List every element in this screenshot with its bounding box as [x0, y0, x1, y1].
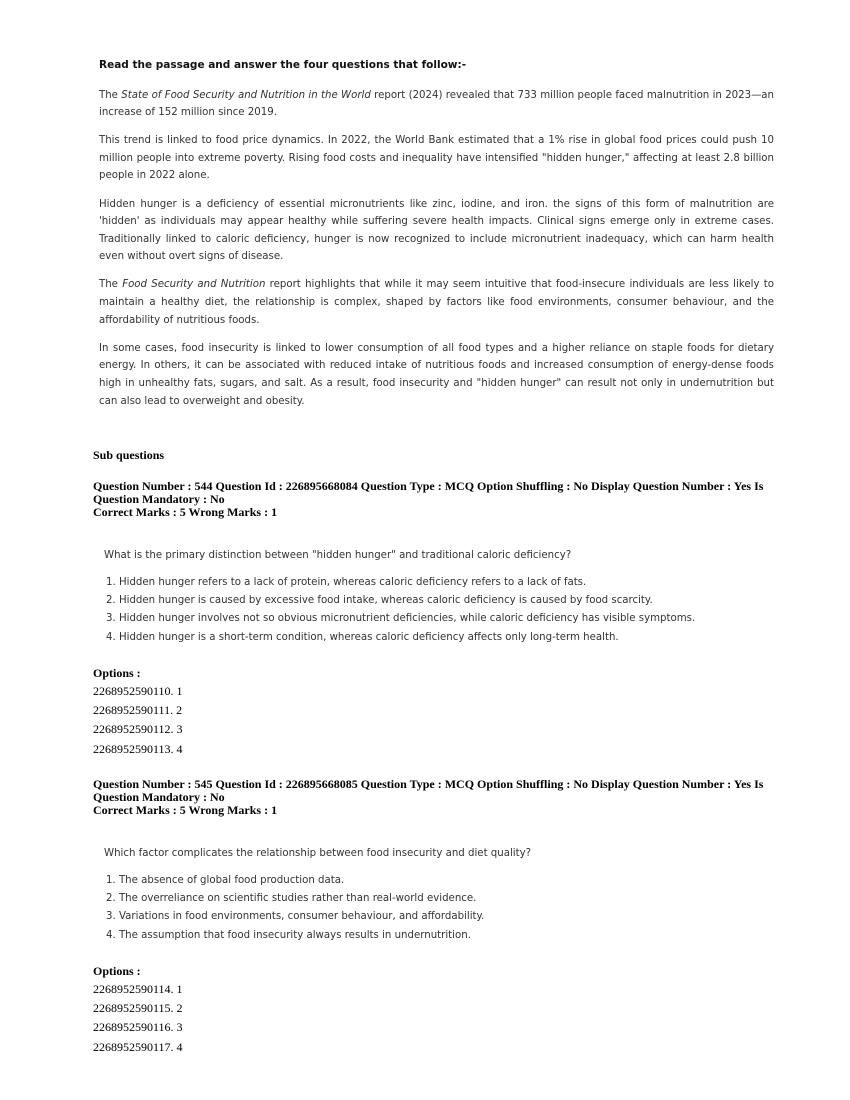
- passage-heading: Read the passage and answer the four questions that follow:-: [99, 59, 467, 71]
- options-list: [93, 980, 773, 1057]
- passage-paragraph-5: In some cases, food insecurity is linked to lower consumption of all food types and a higher reliance on staple foods for dietary energy. In others, it can be associated with reduced intake of nutritious foods and increased consumption of energy-dense foods high in unhealthy fats, sugars, and salt. As a result, food insecurity and "hidden hunger" can result not only in undernutrition but can also lead to overweight and obesity.: [99, 342, 774, 407]
- passage-paragraph-4: The Food Security and Nutrition report highlights that while it may seem intuitive that food-insecure individuals are less likely to maintain a healthy diet, the relationship is complex, shaped by factors like food environments, consumer behaviour, and the affordability of nutritious foods.: [99, 279, 774, 326]
- question-545: [93, 778, 773, 1057]
- sub-questions-label: Sub questions: [93, 448, 165, 462]
- option-id: 2268952590115. 2: [93, 1001, 183, 1016]
- answer-choices: [106, 574, 773, 647]
- option-id: 2268952590110. 1: [93, 683, 183, 698]
- passage-paragraph-3: Hidden hunger is a deficiency of essential micronutrients like zinc, iodine, and iron. the signs of this form of malnutrition are 'hidden' as individuals may appear healthy while suffering severe health impacts. Clinical signs emerge only in extreme cases. Traditionally linked to caloric deficiency, hunger is now recognized to include micronutrient inadequacy, which can harm health even without overt signs of disease.: [99, 198, 774, 263]
- question-544: [93, 480, 773, 759]
- question-stem: What is the primary distinction between "hidden hunger" and traditional caloric deficiency?: [104, 550, 572, 561]
- report-title: State of Food Security and Nutrition in the World: [121, 89, 371, 101]
- passage: [99, 57, 774, 421]
- answer-choice: 3. Variations in food environments, consumer behaviour, and affordability.: [106, 911, 485, 923]
- answer-choice: 4. The assumption that food insecurity always results in undernutrition.: [106, 929, 471, 941]
- option-id: 2268952590112. 3: [93, 722, 183, 737]
- report-title: Food Security and Nutrition: [122, 279, 266, 291]
- question-meta: Question Number : 544 Question Id : 226895668084 Question Type : MCQ Option Shuffling : No Display Question Number : Yes Is Question Mandatory : No Correct Marks : 5 Wrong Marks : 1: [93, 479, 764, 519]
- option-id: 2268952590117. 4: [93, 1039, 183, 1054]
- answer-choice: 2. The overreliance on scientific studies rather than real-world evidence.: [106, 893, 477, 905]
- answer-choice: 3. Hidden hunger involves not so obvious micronutrient deficiencies, while caloric deficiency has visible symptoms.: [106, 613, 696, 625]
- option-id: 2268952590111. 2: [93, 703, 183, 718]
- passage-paragraph-2: This trend is linked to food price dynamics. In 2022, the World Bank estimated that a 1% rise in global food prices could push 10 million people into extreme poverty. Rising food costs and inequality have intensified "hidden hunger," affecting at least 2.8 billion people in 2022 alone.: [99, 135, 774, 182]
- answer-choice: 1. Hidden hunger refers to a lack of protein, whereas caloric deficiency refers to a lack of fats.: [106, 577, 587, 588]
- answer-choices: [106, 872, 773, 945]
- option-id: 2268952590116. 3: [93, 1020, 183, 1035]
- answer-choice: 2. Hidden hunger is caused by excessive food intake, whereas caloric deficiency is caused by food scarcity.: [106, 595, 653, 607]
- options-label: Options :: [93, 963, 141, 978]
- option-id: 2268952590113. 4: [93, 741, 183, 756]
- passage-paragraph-1: The State of Food Security and Nutrition in the World report (2024) revealed that 733 million people faced malnutrition in 2023—an increase of 152 million since 2019.: [99, 89, 775, 119]
- option-id: 2268952590114. 1: [93, 981, 183, 996]
- question-stem: Which factor complicates the relationship between food insecurity and diet quality?: [104, 848, 532, 859]
- options-list: [93, 682, 773, 759]
- answer-choice: 4. Hidden hunger is a short-term condition, whereas caloric deficiency affects only long-term health.: [106, 631, 619, 643]
- options-label: Options :: [93, 665, 141, 680]
- answer-choice: 1. The absence of global food production data.: [106, 875, 345, 886]
- question-meta: Question Number : 545 Question Id : 226895668085 Question Type : MCQ Option Shuffling : No Display Question Number : Yes Is Question Mandatory : No Correct Marks : 5 Wrong Marks : 1: [93, 777, 764, 817]
